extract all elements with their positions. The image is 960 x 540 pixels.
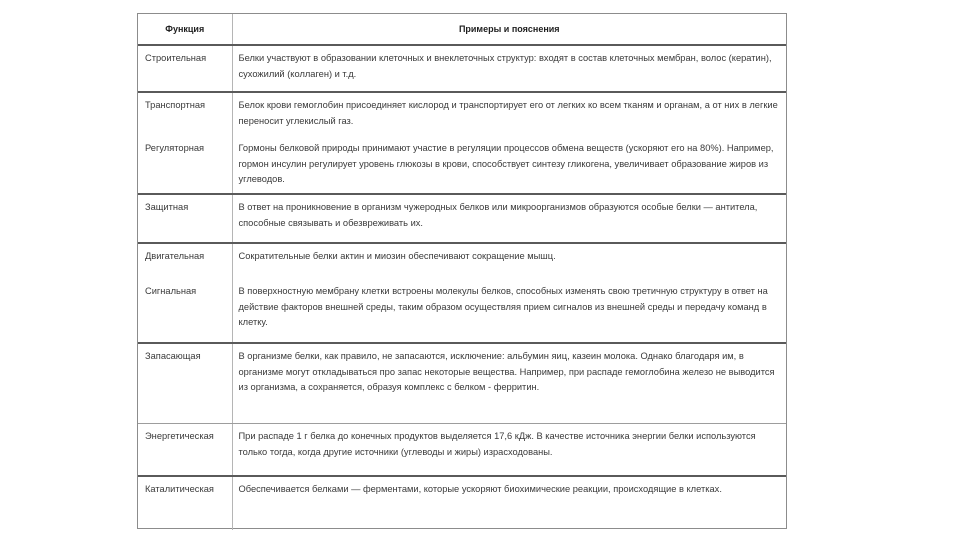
function-name: Строительная — [138, 45, 232, 92]
function-name: Двигательная — [138, 243, 232, 279]
header-examples: Примеры и пояснения — [232, 14, 786, 45]
function-name: Сигнальная — [138, 279, 232, 343]
table-row — [138, 424, 786, 477]
table-row — [138, 476, 786, 530]
table-row — [138, 136, 786, 194]
protein-functions-table — [138, 14, 786, 530]
function-description: Сократительные белки актин и миозин обеспечивают сокращение мышц. — [238, 251, 556, 261]
function-description: В поверхностную мембрану клетки встроены молекулы белков, способных изменять свою третичную структуру в ответ на действие факторов внешней среды, таким образом осуществляя прием сигналов из внешней среды и передачу команд в клетку. — [232, 279, 786, 343]
table-header-row — [138, 14, 786, 45]
header-function: Функция — [138, 14, 232, 45]
function-description: При распаде 1 г белка до конечных продуктов выделяется 17,6 кДж. В качестве источника энергии белки используются только тогда, когда другие источники (углеводы и жиры) израсходованы. — [232, 424, 786, 477]
function-description: Белок крови гемоглобин присоединяет кислород и транспортирует его от легких ко всем тканям и органам, а от них в легкие переносит углекислый газ. — [238, 100, 778, 126]
function-description: В ответ на проникновение в организм чужеродных белков или микроорганизмов образуются особые белки — антитела, способные связывать и обезвреживать их. — [232, 194, 786, 243]
function-description: Гормоны белковой природы принимают участие в регуляции процессов обмена веществ (ускоряют его на 80%). Например, гормон инсулин регулирует уровень глюкозы в крови, способствует синтезу гликогена, увеличивает образование жиров из углеводов. — [232, 136, 786, 194]
table-row — [138, 194, 786, 243]
function-description: В организме белки, как правило, не запасаются, исключение: альбумин яиц, казеин молока. Однако благодаря им, в организме могут откладываться про запас некоторые вещества. Например, при распаде гемоглобина железо не выводится из организма, а сохраняется, образуя комплекс с белком - ферритин. — [232, 343, 786, 424]
document-page — [137, 13, 787, 529]
function-name: Энергетическая — [138, 424, 232, 477]
function-name: Защитная — [138, 194, 232, 243]
table-row — [138, 45, 786, 92]
function-name: Транспортная — [138, 92, 232, 136]
function-name: Каталитическая — [138, 476, 232, 530]
table-row — [138, 243, 786, 279]
function-description: Обеспечивается белками — ферментами, которые ускоряют биохимические реакции, происходящие в клетках. — [238, 484, 722, 494]
function-name: Запасающая — [138, 343, 232, 424]
function-name: Регуляторная — [138, 136, 232, 194]
table-row — [138, 343, 786, 424]
table-row — [138, 279, 786, 343]
table-row — [138, 92, 786, 136]
function-description: Белки участвуют в образовании клеточных и внеклеточных структур: входят в состав клеточных мембран, волос (кератин), сухожилий (коллаген) и т.д. — [232, 45, 786, 92]
